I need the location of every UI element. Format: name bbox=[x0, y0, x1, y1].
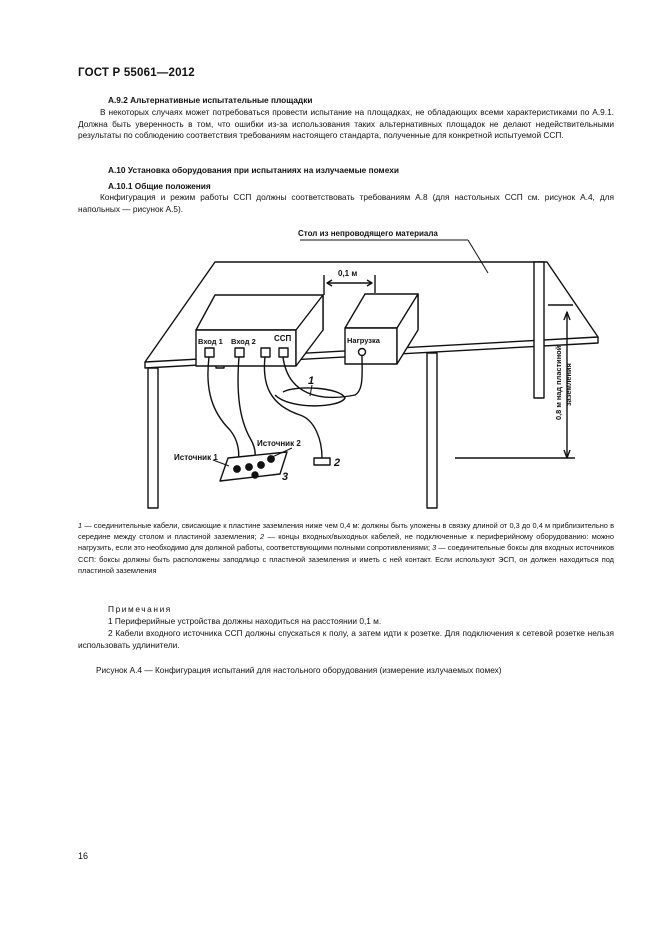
note-1: 1 Периферийные устройства должны находиться на расстоянии 0,1 м. bbox=[108, 616, 382, 626]
cable-termination bbox=[314, 458, 330, 465]
section-a92-text: В некоторых случаях может потребоваться провести испытание на площадках, не обладающих всеми характеристиками по А.9.1. Должна быть уверенность в том, что ошибки из-за использования таких альтернативных площадок не делают недействительными результаты по соблюдению соответствия требованиям настоящего стандарта, полученные для конкретной испытуемой ССП. bbox=[78, 107, 614, 141]
legend-num-1: 1 bbox=[78, 521, 83, 530]
distance-label: 0,1 м bbox=[338, 269, 358, 278]
section-a101-heading: А.10.1 Общие положения bbox=[108, 181, 211, 191]
table-leg-front-left bbox=[148, 368, 158, 508]
table-label: Стол из непроводящего материала bbox=[298, 229, 438, 238]
callout-3: 3 bbox=[282, 471, 289, 483]
callout-2: 2 bbox=[334, 457, 341, 469]
table-leg-front-right bbox=[427, 353, 437, 508]
source2-label: Источник 2 bbox=[257, 439, 301, 448]
legend-text-2: — концы входных/выходных кабелей, не подключенные к периферийному оборудованию: можно нагрузить, если это необходимо для должной работы, соответствующими полными сопротивлениями; bbox=[78, 532, 615, 553]
figure-legend bbox=[78, 520, 614, 576]
load-box-front bbox=[345, 328, 397, 364]
callout-1: 1 bbox=[308, 375, 315, 387]
input1-label: Вход 1 bbox=[198, 337, 223, 346]
document-header: ГОСТ Р 55061—2012 bbox=[78, 67, 195, 79]
eut-label: ССП bbox=[274, 334, 292, 343]
legend-text-3: — соединительные боксы для входных источников ССП: боксы должны быть расположены заподлицо с пластиной заземления и иметь с ней контакт. Если используют ЭСП, он должен находиться под пластиной заземления bbox=[78, 543, 615, 575]
legend-num-2: 2 bbox=[259, 532, 265, 542]
page-number: 16 bbox=[78, 851, 89, 861]
legend-num-3: 3 bbox=[432, 543, 437, 553]
legend-text-1: — соединительные кабели, свисающие к пластине заземления ниже чем 0,4 м: должны быть уложены в связку длиной от 0,3 до 0,4 м приблизительно в середине между столом и пластиной заземления; bbox=[78, 521, 614, 542]
input2-label: Вход 2 bbox=[231, 337, 256, 346]
section-a92-heading: А.9.2 Альтернативные испытательные площадки bbox=[108, 95, 313, 105]
source1-label: Источник 1 bbox=[174, 453, 218, 462]
height-label: 0,8 м над пластиной заземления bbox=[554, 345, 573, 420]
note-2: 2 Кабели входного источника ССП должны спускаться к полу, а затем идти к розетке. Для подключения к сетевой розетке нельзя использовать удлинители. bbox=[78, 628, 614, 650]
figure-caption: Рисунок А.4 — Конфигурация испытаний для настольного оборудования (измерение излучаемых помех) bbox=[96, 665, 502, 675]
cable-input1 bbox=[208, 357, 239, 462]
notes-title: Примечания bbox=[108, 604, 172, 614]
load-label: Нагрузка bbox=[347, 336, 380, 345]
table-leg-back-right bbox=[534, 262, 544, 398]
section-a10-heading: А.10 Установка оборудования при испытаниях на излучаемые помехи bbox=[108, 165, 399, 175]
cable-input2 bbox=[238, 357, 255, 462]
section-a101-text: Конфигурация и режим работы ССП должны соответствовать требованиям А.8 (для настольных ССП см. рисунок А.4, для напольных — рисунок А.5). bbox=[78, 192, 614, 214]
